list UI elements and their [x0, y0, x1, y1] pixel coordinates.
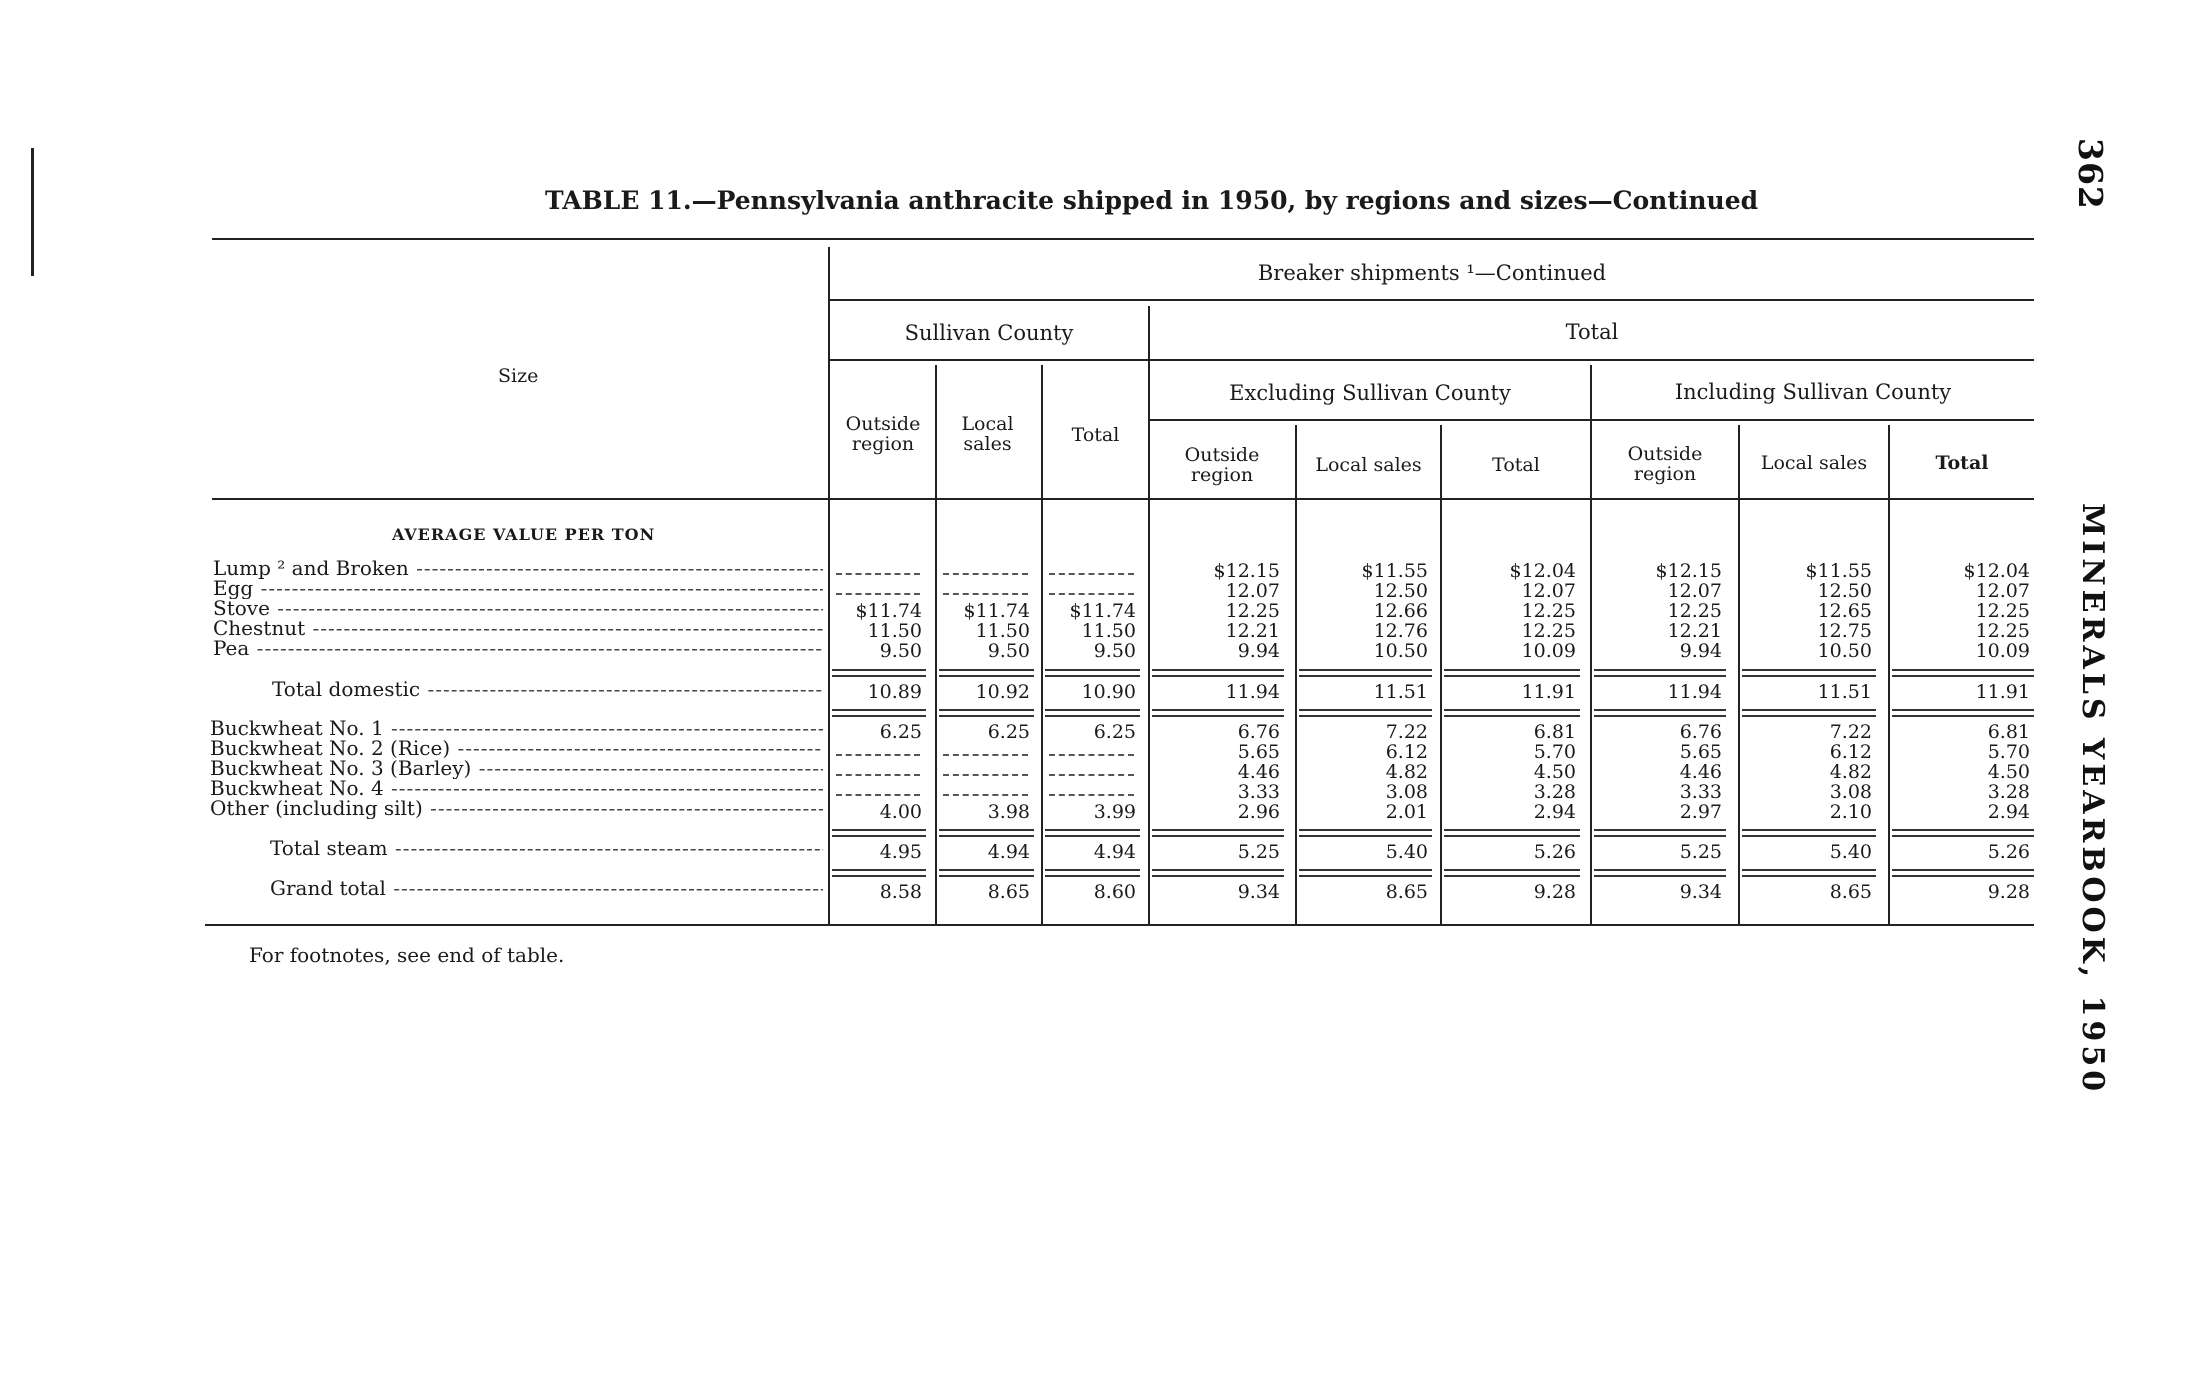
row-label-total-domestic: Total domestic ----- [272, 679, 823, 700]
table-cell: 10.90 [1081, 681, 1136, 703]
table-cell: 12.66 [1373, 600, 1428, 622]
empty-cell-dash [836, 754, 920, 756]
table-cell: 6.25 [879, 721, 922, 743]
table-cell: 2.94 [1987, 801, 2030, 823]
empty-cell-dash [1049, 573, 1134, 575]
total-double-rule [1299, 709, 1432, 717]
table-cell: 5.40 [1829, 841, 1872, 863]
col-header-8: Local sales [1760, 452, 1868, 474]
row-label-other: Other (including silt) ----- [210, 798, 823, 819]
col-header-6: Total [1492, 454, 1540, 476]
total-double-rule [1892, 829, 2034, 837]
table-cell: 2.10 [1829, 801, 1872, 823]
row-label-pea: Pea ----- [213, 638, 823, 659]
table-cell: $12.04 [1509, 560, 1576, 582]
table-cell: 12.07 [1521, 580, 1576, 602]
table-cell: 5.26 [1533, 841, 1576, 863]
table-cell: 8.65 [1385, 881, 1428, 903]
total-double-rule [1742, 709, 1876, 717]
empty-cell-dash [836, 573, 920, 575]
empty-cell-dash [943, 774, 1028, 776]
total-double-rule [1594, 869, 1726, 877]
table-cell: 11.94 [1667, 681, 1722, 703]
total-double-rule [939, 709, 1034, 717]
table-cell: 3.08 [1385, 781, 1428, 803]
total-double-rule [1892, 669, 2034, 677]
table-cell: $11.74 [963, 600, 1030, 622]
table-cell: 6.76 [1679, 721, 1722, 743]
table-cell: 2.01 [1385, 801, 1428, 823]
total-double-rule [1045, 709, 1140, 717]
empty-cell-dash [836, 794, 920, 796]
col-header-9: Total [1935, 452, 1989, 474]
table-cell: 2.96 [1237, 801, 1280, 823]
empty-cell-dash [1049, 754, 1134, 756]
table-cell: 8.65 [1829, 881, 1872, 903]
total-double-rule [832, 869, 926, 877]
table-cell: $11.55 [1361, 560, 1428, 582]
table-cell: 4.46 [1679, 761, 1722, 783]
table-cell: 5.65 [1237, 741, 1280, 763]
table-cell: 6.81 [1533, 721, 1576, 743]
table-cell: $11.74 [1069, 600, 1136, 622]
total-double-rule [1742, 869, 1876, 877]
table-cell: 12.25 [1975, 600, 2030, 622]
total-double-rule [1444, 869, 1580, 877]
table-cell: 6.81 [1987, 721, 2030, 743]
table-cell: 4.94 [1093, 841, 1136, 863]
rule-under-breaker [830, 299, 2034, 301]
table-cell: 3.28 [1987, 781, 2030, 803]
total-double-rule [1892, 709, 2034, 717]
table-cell: 11.51 [1373, 681, 1428, 703]
table-cell: 5.40 [1385, 841, 1428, 863]
stub-header: Size [498, 365, 539, 387]
header-excluding-sullivan: Excluding Sullivan County [1229, 381, 1511, 405]
table-cell: 4.95 [879, 841, 922, 863]
table-cell: 3.28 [1533, 781, 1576, 803]
total-double-rule [1045, 829, 1140, 837]
row-label-stove: Stove ----- [213, 598, 823, 619]
table-cell: 10.92 [975, 681, 1030, 703]
table-cell: $12.15 [1213, 560, 1280, 582]
rule-header-bottom [212, 498, 2034, 500]
total-double-rule [832, 829, 926, 837]
total-double-rule [939, 669, 1034, 677]
table-cell: 4.82 [1385, 761, 1428, 783]
table-cell: 12.07 [1667, 580, 1722, 602]
table-cell: 12.76 [1373, 620, 1428, 642]
footnote: For footnotes, see end of table. [249, 943, 565, 967]
empty-cell-dash [943, 573, 1028, 575]
table-cell: 11.91 [1975, 681, 2030, 703]
table-cell: 9.50 [879, 640, 922, 662]
table-cell: 12.75 [1817, 620, 1872, 642]
empty-cell-dash [836, 774, 920, 776]
total-double-rule [1742, 829, 1876, 837]
total-double-rule [1152, 669, 1284, 677]
table-cell: 12.21 [1667, 620, 1722, 642]
table-cell: 11.50 [1081, 620, 1136, 642]
table-cell: 3.98 [987, 801, 1030, 823]
total-double-rule [1152, 869, 1284, 877]
total-double-rule [1152, 829, 1284, 837]
table-cell: 3.99 [1093, 801, 1136, 823]
table-cell: 3.33 [1679, 781, 1722, 803]
table-cell: 3.08 [1829, 781, 1872, 803]
rule-ex-in [1590, 365, 1592, 924]
table-cell: 12.25 [1667, 600, 1722, 622]
row-label-chestnut: Chestnut ----- [213, 618, 823, 639]
table-cell: 4.50 [1533, 761, 1576, 783]
total-double-rule [1299, 869, 1432, 877]
table-cell: 12.25 [1521, 620, 1576, 642]
table-cell: 9.50 [987, 640, 1030, 662]
table-cell: 4.00 [879, 801, 922, 823]
table-cell: 12.07 [1225, 580, 1280, 602]
table-cell: 5.70 [1987, 741, 2030, 763]
header-including-sullivan: Including Sullivan County [1674, 380, 1952, 404]
row-label-egg: Egg ----- [213, 578, 823, 599]
rule-ex-1 [1295, 425, 1297, 924]
empty-cell-dash [1049, 774, 1134, 776]
total-double-rule [939, 869, 1034, 877]
empty-cell-dash [943, 593, 1028, 595]
table-cell: 9.94 [1237, 640, 1280, 662]
total-double-rule [1444, 669, 1580, 677]
row-label-grand-total: Grand total ----- [270, 878, 823, 899]
table-cell: 9.28 [1987, 881, 2030, 903]
table-cell: 4.50 [1987, 761, 2030, 783]
table-cell: $11.55 [1805, 560, 1872, 582]
table-cell: 12.25 [1225, 600, 1280, 622]
table-cell: 2.94 [1533, 801, 1576, 823]
table-cell: 6.12 [1385, 741, 1428, 763]
table-cell: 11.51 [1817, 681, 1872, 703]
table-cell: 12.50 [1817, 580, 1872, 602]
rule-under-subgroups [1150, 419, 2034, 421]
total-double-rule [1299, 669, 1432, 677]
table-cell: 4.94 [987, 841, 1030, 863]
table-cell: 12.07 [1975, 580, 2030, 602]
total-double-rule [1892, 869, 2034, 877]
total-double-rule [1594, 829, 1726, 837]
table-cell: 2.97 [1679, 801, 1722, 823]
table-cell: 9.50 [1093, 640, 1136, 662]
table-cell: 5.65 [1679, 741, 1722, 763]
col-header-3: Total [1071, 424, 1120, 446]
table-cell: 11.91 [1521, 681, 1576, 703]
table-cell: 7.22 [1829, 721, 1872, 743]
row-label-lump: Lump ² and Broken ----- [213, 558, 823, 579]
table-title: TABLE 11.—Pennsylvania anthracite shipped in 1950, by regions and sizes—Continued [545, 186, 1759, 215]
running-head: MINERALS YEARBOOK, 1950 [2075, 503, 2110, 1096]
col-header-1: Outside region [845, 413, 921, 455]
rule-in-1 [1738, 425, 1740, 924]
col-header-2: Local sales [961, 413, 1014, 455]
table-cell: 12.25 [1521, 600, 1576, 622]
total-double-rule [832, 669, 926, 677]
table-cell: 9.28 [1533, 881, 1576, 903]
row-label-total-steam: Total steam ----- [270, 838, 823, 859]
total-double-rule [1299, 829, 1432, 837]
table-cell: 6.12 [1829, 741, 1872, 763]
table-cell: 9.94 [1679, 640, 1722, 662]
table-cell: 6.76 [1237, 721, 1280, 743]
table-cell: 10.09 [1521, 640, 1576, 662]
rule-under-county [830, 359, 2034, 361]
rule-stub [828, 247, 830, 924]
rule-ex-2 [1440, 425, 1442, 924]
total-double-rule [1444, 829, 1580, 837]
section-title: AVERAGE VALUE PER TON [392, 525, 656, 544]
table-cell: 5.25 [1237, 841, 1280, 863]
empty-cell-dash [943, 754, 1028, 756]
row-label-buckwheat-1: Buckwheat No. 1 ----- [210, 718, 823, 739]
table-cell: 4.46 [1237, 761, 1280, 783]
table-cell: 9.34 [1679, 881, 1722, 903]
table-cell: 10.50 [1817, 640, 1872, 662]
col-header-7: Outside region [1627, 443, 1703, 485]
table-cell: 3.33 [1237, 781, 1280, 803]
table-cell: 12.25 [1975, 620, 2030, 642]
table-cell: $12.04 [1963, 560, 2030, 582]
empty-cell-dash [1049, 593, 1134, 595]
total-double-rule [1594, 669, 1726, 677]
rule-in-2 [1888, 425, 1890, 924]
total-double-rule [832, 709, 926, 717]
row-label-buckwheat-3: Buckwheat No. 3 (Barley) ----- [210, 758, 823, 779]
page-number: 362 [2071, 138, 2110, 210]
total-double-rule [1045, 669, 1140, 677]
total-double-rule [1045, 869, 1140, 877]
table-cell: 12.65 [1817, 600, 1872, 622]
table-cell: 5.26 [1987, 841, 2030, 863]
total-double-rule [1444, 709, 1580, 717]
empty-cell-dash [1049, 794, 1134, 796]
rule-top [212, 238, 2034, 240]
table-cell: $11.74 [855, 600, 922, 622]
table-cell: 7.22 [1385, 721, 1428, 743]
header-sullivan-county: Sullivan County [904, 321, 1074, 345]
margin-rule [31, 148, 34, 276]
table-cell: 10.89 [867, 681, 922, 703]
row-label-buckwheat-4: Buckwheat No. 4 ----- [210, 778, 823, 799]
empty-cell-dash [943, 794, 1028, 796]
total-double-rule [1594, 709, 1726, 717]
table-cell: 8.60 [1093, 881, 1136, 903]
col-header-4: Outside region [1184, 444, 1260, 486]
rule-bottom [205, 924, 2034, 926]
table-cell: 10.50 [1373, 640, 1428, 662]
row-label-buckwheat-2: Buckwheat No. 2 (Rice) ----- [210, 738, 823, 759]
table-cell: 8.65 [987, 881, 1030, 903]
table-cell: 6.25 [1093, 721, 1136, 743]
table-cell: 5.25 [1679, 841, 1722, 863]
header-total: Total [1565, 320, 1619, 344]
header-breaker-shipments: Breaker shipments ¹—Continued [1257, 261, 1607, 285]
table-cell: 12.50 [1373, 580, 1428, 602]
table-cell: 11.50 [975, 620, 1030, 642]
table-cell: 5.70 [1533, 741, 1576, 763]
table-cell: 8.58 [879, 881, 922, 903]
rule-sc-1 [935, 365, 937, 924]
table-cell: 4.82 [1829, 761, 1872, 783]
empty-cell-dash [836, 593, 920, 595]
table-cell: 6.25 [987, 721, 1030, 743]
table-cell: 11.94 [1225, 681, 1280, 703]
table-cell: 10.09 [1975, 640, 2030, 662]
table-cell: 9.34 [1237, 881, 1280, 903]
col-header-5: Local sales [1315, 454, 1422, 476]
table-cell: 11.50 [867, 620, 922, 642]
total-double-rule [1152, 709, 1284, 717]
total-double-rule [1742, 669, 1876, 677]
rule-sc-2 [1041, 365, 1043, 924]
table-cell: 12.21 [1225, 620, 1280, 642]
table-cell: $12.15 [1655, 560, 1722, 582]
total-double-rule [939, 829, 1034, 837]
